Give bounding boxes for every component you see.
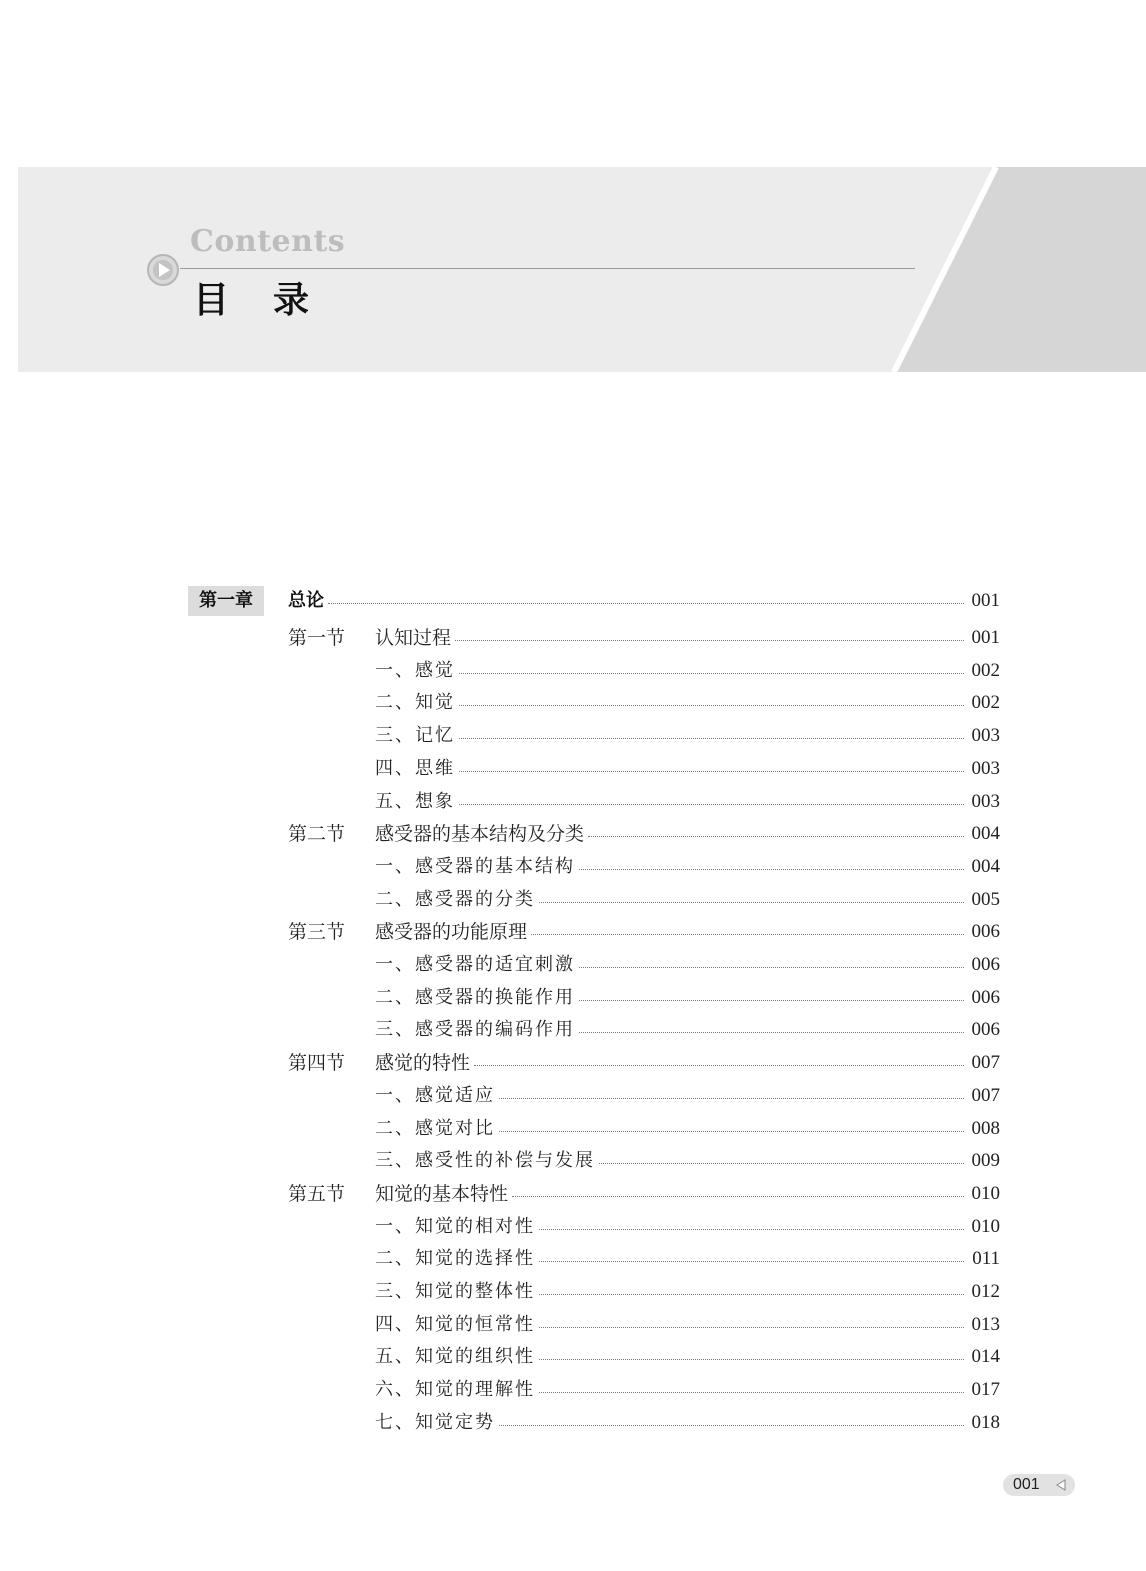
toc-page-number: 006 (966, 982, 1000, 1014)
dot-leader (539, 1261, 964, 1262)
toc-row-item (0, 949, 1146, 981)
toc-row-section (0, 1047, 1146, 1079)
dot-leader (579, 869, 964, 870)
toc-page-number: 006 (966, 949, 1000, 981)
dot-leader (459, 705, 964, 706)
item-title: 三、记忆 (375, 720, 457, 752)
item-title: 二、感受器的分类 (375, 884, 537, 916)
chapter-title: 总论 (288, 585, 326, 617)
dot-leader (539, 902, 964, 903)
dot-leader (459, 738, 964, 739)
dot-leader (588, 836, 964, 837)
toc-page-number: 011 (966, 1243, 1000, 1275)
toc-page-number: 005 (966, 884, 1000, 916)
section-label: 第五节 (288, 1182, 346, 1205)
section-title: 感受器的基本结构及分类 (375, 818, 586, 850)
toc-page-number: 001 (966, 622, 1000, 654)
item-title: 二、感受器的换能作用 (375, 982, 577, 1014)
toc-page-number: 007 (966, 1080, 1000, 1112)
toc-page-number: 004 (966, 818, 1000, 850)
toc-page-number: 017 (966, 1374, 1000, 1406)
dot-leader (579, 967, 964, 968)
toc-row-item (0, 851, 1146, 883)
item-title: 二、知觉 (375, 687, 457, 719)
toc-page-number: 001 (966, 585, 1000, 617)
page-number: 001 (1013, 1476, 1040, 1493)
dot-leader (531, 934, 964, 935)
section-label: 第一节 (288, 627, 346, 649)
dot-leader (512, 1196, 964, 1197)
item-title: 二、感觉对比 (375, 1113, 497, 1145)
toc-row-item (0, 720, 1146, 752)
toc-row-item (0, 982, 1146, 1014)
dot-leader (459, 804, 964, 805)
toc-row-item (0, 1014, 1146, 1046)
toc-row-section (0, 622, 1146, 654)
toc-page-number: 006 (966, 1014, 1000, 1046)
toc-row-item (0, 1080, 1146, 1112)
item-title: 六、知觉的理解性 (375, 1374, 537, 1406)
toc-row-item (0, 1113, 1146, 1145)
item-title: 二、知觉的选择性 (375, 1243, 537, 1275)
dot-leader (455, 640, 964, 641)
dot-leader (499, 1098, 964, 1099)
section-title: 知觉的基本特性 (375, 1178, 510, 1210)
toc-page-number: 013 (966, 1309, 1000, 1341)
toc-page-number: 009 (966, 1145, 1000, 1177)
toc-page-number: 012 (966, 1276, 1000, 1308)
dot-leader (539, 1392, 964, 1393)
item-title: 三、知觉的整体性 (375, 1276, 537, 1308)
item-title: 七、知觉定势 (375, 1407, 497, 1439)
section-title: 认知过程 (375, 622, 453, 654)
dot-leader (579, 1000, 964, 1001)
toc-page-number: 004 (966, 851, 1000, 883)
toc-row-section (0, 916, 1146, 948)
toc-page-number: 003 (966, 753, 1000, 785)
item-title: 一、感受器的基本结构 (375, 851, 577, 883)
section-title: 感觉的特性 (375, 1047, 472, 1079)
item-title: 一、知觉的相对性 (375, 1211, 537, 1243)
triangle-left-icon (1054, 1478, 1068, 1492)
dot-leader (539, 1359, 964, 1360)
page-title: 目录 (193, 280, 354, 321)
item-title: 一、感觉 (375, 655, 457, 687)
toc-row-section (0, 818, 1146, 850)
item-title: 三、感受性的补偿与发展 (375, 1145, 597, 1177)
toc-row-item (0, 687, 1146, 719)
dot-leader (579, 1032, 964, 1033)
toc-row-section (0, 1178, 1146, 1210)
toc-page-number: 008 (966, 1113, 1000, 1145)
toc-page-number: 002 (966, 687, 1000, 719)
dot-leader (459, 673, 964, 674)
toc-row-item (0, 655, 1146, 687)
toc-page-number: 018 (966, 1407, 1000, 1439)
dot-leader (599, 1163, 964, 1164)
toc-row-item (0, 753, 1146, 785)
item-title: 三、感受器的编码作用 (375, 1014, 577, 1046)
toc-row-item (0, 884, 1146, 916)
toc-row-item (0, 1211, 1146, 1243)
item-title: 一、感觉适应 (375, 1080, 497, 1112)
toc-page-number: 014 (966, 1341, 1000, 1373)
toc-row-item (0, 1243, 1146, 1275)
toc-page-number: 006 (966, 916, 1000, 948)
toc-row-item (0, 1309, 1146, 1341)
dot-leader (539, 1327, 964, 1328)
dot-leader (539, 1229, 964, 1230)
dot-leader (499, 1425, 964, 1426)
item-title: 五、知觉的组织性 (375, 1341, 537, 1373)
toc-row-item (0, 1407, 1146, 1439)
section-label: 第二节 (288, 823, 346, 846)
dot-leader (474, 1065, 964, 1066)
toc-row-chapter (0, 585, 1146, 617)
toc-page-number: 003 (966, 720, 1000, 752)
dot-leader (328, 603, 964, 604)
item-title: 四、知觉的恒常性 (375, 1309, 537, 1341)
toc-page-number: 007 (966, 1047, 1000, 1079)
toc-page-number: 010 (966, 1178, 1000, 1210)
section-label: 第四节 (288, 1052, 346, 1075)
toc-page-number: 003 (966, 786, 1000, 818)
section-label: 第三节 (288, 921, 346, 944)
item-title: 一、感受器的适宜刺激 (375, 949, 577, 981)
contents-heading-english: Contents (190, 224, 346, 259)
toc-row-item (0, 1341, 1146, 1373)
item-title: 四、思维 (375, 753, 457, 785)
toc-row-item (0, 1374, 1146, 1406)
toc-row-item (0, 786, 1146, 818)
dot-leader (459, 771, 964, 772)
dot-leader (499, 1131, 964, 1132)
chapter-label: 第一章 (188, 586, 264, 616)
dot-leader (539, 1294, 964, 1295)
section-title: 感受器的功能原理 (375, 916, 529, 948)
toc-row-item (0, 1145, 1146, 1177)
toc-page-number: 002 (966, 655, 1000, 687)
toc-page-number: 010 (966, 1211, 1000, 1243)
toc-row-item (0, 1276, 1146, 1308)
item-title: 五、想象 (375, 786, 457, 818)
